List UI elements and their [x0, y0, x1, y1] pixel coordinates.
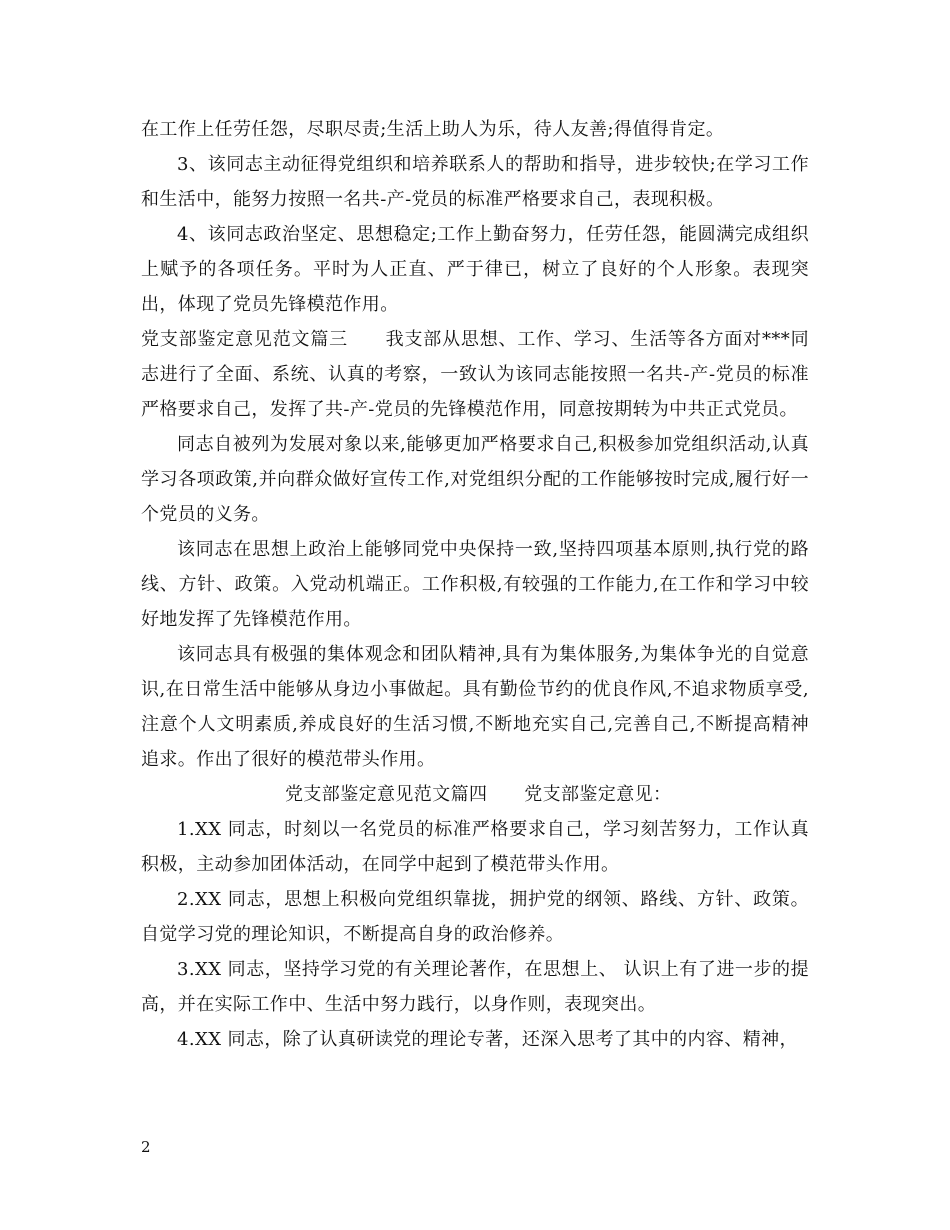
- paragraph-2: 3、该同志主动征得党组织和培养联系人的帮助和指导，进步较快;在学习工作和生活中，能努力按照一名共-产-党员的标准严格要求自己，表现积极。: [141, 154, 809, 210]
- document-body: [141, 112, 809, 1057]
- page-number: 2: [141, 1138, 151, 1156]
- paragraph-3: 4、该同志政治坚定、思想稳定;工作上勤奋努力，任劳任怨，能圆满完成组织上赋予的各项任务。平时为人正直、严于律已，树立了良好的个人形象。表现突出，体现了党员先锋模范作用。: [141, 224, 809, 315]
- section-heading-4: 党支部鉴定意见范文篇四 党支部鉴定意见：: [285, 784, 672, 805]
- paragraph-4: 同志自被列为发展对象以来,能够更加严格要求自己,积极参加党组织活动,认真学习各项政策,并向群众做好宣传工作,对党组织分配的工作能够按时完成,履行好一个党员的义务。: [141, 434, 809, 525]
- paragraph-5: 该同志在思想上政治上能够同党中央保持一致,坚持四项基本原则,执行党的路线、方针、政策。入党动机端正。工作积极,有较强的工作能力,在工作和学习中较好地发挥了先锋模范作用。: [141, 539, 809, 630]
- paragraph-9: 3.XX 同志，坚持学习党的有关理论著作，在思想上、 认识上有了进一步的提高，并在实际工作中、生活中努力践行，以身作则，表现突出。: [141, 959, 809, 1015]
- paragraph-10: 4.XX 同志，除了认真研读党的理论专著，还深入思考了其中的内容、精神，: [177, 1029, 798, 1050]
- paragraph-8: 2.XX 同志，思想上积极向党组织靠拢，拥护党的纲领、路线、方针、政策。自觉学习党的理论知识，不断提高自身的政治修养。: [141, 889, 809, 945]
- section-heading-3: 党支部鉴定意见范文篇三 我支部从思想、工作、学习、生活等各方面对***同志进行了全面、系统、认真的考察，一致认为该同志能按照一名共-产-党员的标准严格要求自己，发挥了共-产-党员的先锋模范作用，同意按期转为中共正式党员。: [141, 329, 809, 420]
- paragraph-6: 该同志具有极强的集体观念和团队精神,具有为集体服务,为集体争光的自觉意识,在日常生活中能够从身边小事做起。具有勤俭节约的优良作风,不追求物质享受,注意个人文明素质,养成良好的生活习惯,不断地充实自己,完善自己,不断提高精神追求。作出了很好的模范带头作用。: [141, 644, 809, 770]
- paragraph-1: 在工作上任劳任怨，尽职尽责;生活上助人为乐，待人友善;得值得肯定。: [141, 119, 725, 140]
- paragraph-7: 1.XX 同志，时刻以一名党员的标准严格要求自己，学习刻苦努力，工作认真积极，主动参加团体活动，在同学中起到了模范带头作用。: [141, 819, 809, 875]
